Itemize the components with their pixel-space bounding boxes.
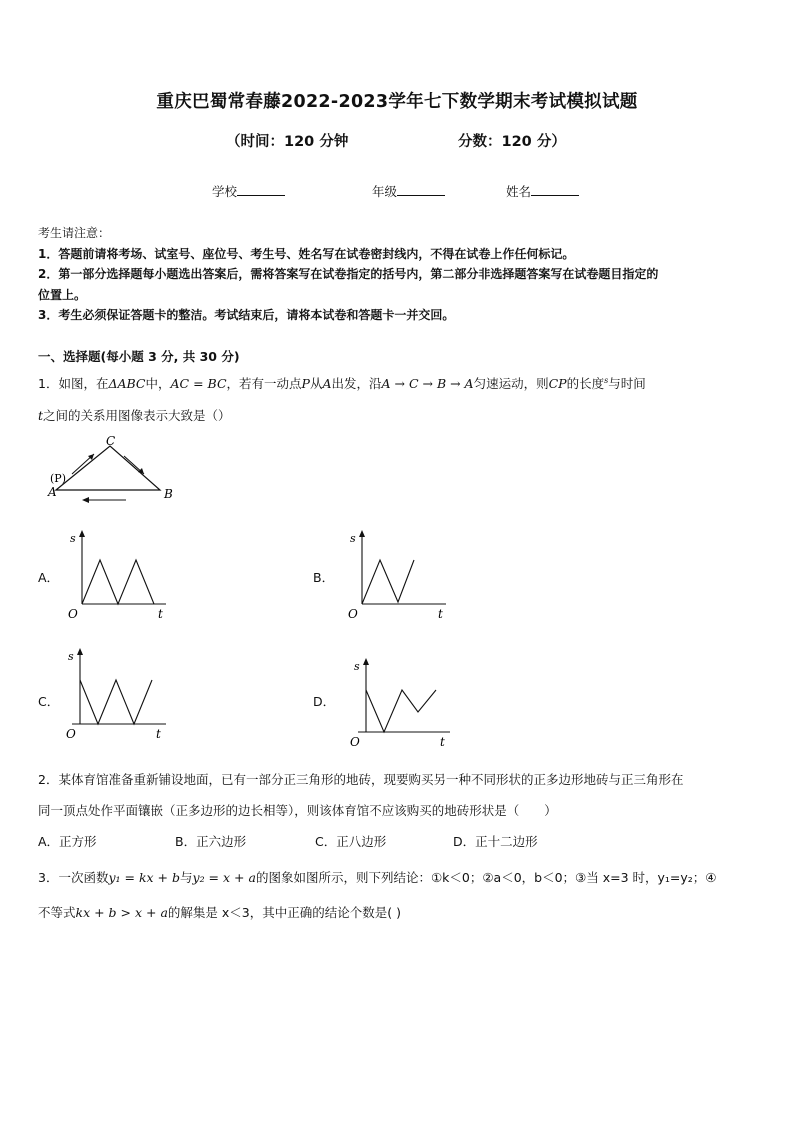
school-label: 学校 (212, 184, 238, 199)
origin-label: O (348, 607, 358, 620)
origin-label: O (68, 607, 78, 620)
origin-label: O (350, 735, 360, 748)
s-axis-label: s (68, 650, 74, 663)
q1-text: 从 (309, 376, 323, 391)
q1-text: 与时间 (608, 376, 646, 391)
t-axis-label: t (156, 727, 161, 740)
option-a-graph[interactable] (64, 528, 184, 620)
q1-text: 的长度 (566, 376, 605, 391)
q3-math: kx + b > x + a (75, 905, 168, 920)
q1-math: CP (548, 376, 567, 391)
question-3-line-2 (38, 903, 401, 921)
exam-time: （时间：120 分钟 (226, 134, 349, 150)
name-field (506, 182, 579, 200)
triangle-abc (56, 446, 160, 490)
q1-text: 之间的关系用图像表示大致是（） (43, 408, 231, 423)
vertex-b-label: B (164, 487, 173, 501)
q3-text: 的图象如图所示，则下列结论：①k＜0；②a＜0，b＜0；③当 x=3 时，y₁=y₂；④ (255, 870, 717, 885)
y-axis-arrow (363, 658, 369, 665)
exam-score: 分数：120 分） (458, 134, 566, 150)
graph-curve (366, 690, 436, 732)
s-axis-label: s (354, 660, 360, 673)
note-item: 1．答题前请将考场、试室号、座位号、考生号、姓名写在试卷密封线内，不得在试卷上作任何标记。 (38, 246, 575, 261)
s-axis-label: s (70, 532, 76, 545)
school-blank[interactable] (237, 182, 285, 196)
graph-curve (82, 560, 154, 604)
page-title: 重庆巴蜀常春藤2022-2023学年七下数学期末考试模拟试题 (156, 92, 638, 112)
question-2-line-2: 同一顶点处作平面镶嵌（正多边形的边长相等），则该体育馆不应该购买的地砖形状是（ ） (38, 803, 557, 818)
q1-text: 出发，沿 (331, 376, 382, 391)
s-axis-label: s (350, 532, 356, 545)
y-axis-arrow (79, 530, 85, 537)
note-item: 位置上。 (38, 287, 87, 302)
q1-text: 匀速运动，则 (473, 376, 549, 391)
q3-text: 不等式 (38, 905, 76, 920)
t-axis-label: t (438, 607, 443, 620)
y-axis-arrow (77, 648, 83, 655)
option-d-label[interactable]: D． (313, 694, 336, 709)
q3-text: 的解集是 x＜3，其中正确的结论个数是( ) (167, 905, 401, 920)
option-a-label[interactable]: A． (38, 570, 60, 585)
note-item: 3．考生必须保证答题卡的整洁。考试结束后，请将本试卷和答题卡一并交回。 (38, 308, 455, 322)
q1-math: ΔABC (108, 376, 146, 391)
option-b-label[interactable]: B． (313, 570, 335, 585)
question-1-line-2 (38, 406, 231, 424)
q3-text: 3．一次函数 (38, 870, 109, 885)
grade-field (372, 182, 445, 200)
arrow-ba-head (82, 497, 89, 503)
notes-heading: 考生请注意： (38, 226, 111, 240)
option-b-graph[interactable] (342, 528, 462, 620)
q3-math: y₁ = kx + b (108, 870, 180, 885)
vertex-a-label: A (48, 485, 57, 499)
graph-curve (362, 560, 414, 604)
note-item: 2．第一部分选择题每小题选出答案后，需将答案写在试卷指定的括号内，第二部分非选择题答案写在试卷题目指定的 (38, 267, 659, 281)
q2-option-c[interactable]: C．正八边形 (315, 834, 387, 849)
t-axis-label: t (158, 607, 163, 620)
q1-math: t (38, 408, 44, 423)
graph-curve (80, 680, 152, 724)
grade-blank[interactable] (397, 182, 445, 196)
q1-text: ，若有一动点 (226, 376, 302, 391)
q1-text: 中， (145, 376, 171, 391)
section-heading: 一、选择题(每小题 3 分, 共 30 分) (38, 349, 240, 364)
name-label: 姓名 (506, 184, 532, 199)
triangle-figure (44, 434, 184, 506)
t-axis-label: t (440, 735, 445, 748)
q3-text: 与 (180, 870, 193, 885)
q2-option-d[interactable]: D．正十二边形 (453, 834, 538, 849)
notes-block (38, 223, 658, 326)
q2-option-b[interactable]: B．正六边形 (175, 834, 247, 849)
y-axis-arrow (359, 530, 365, 537)
option-d-graph[interactable] (344, 656, 464, 748)
q1-math: A (322, 376, 332, 391)
q1-math: AC = BC (170, 376, 227, 391)
q1-text: 1．如图，在 (38, 376, 109, 391)
school-field (212, 182, 285, 200)
q1-math: A → C → B → A (381, 376, 474, 391)
point-p-label: (P) (50, 472, 66, 485)
question-1-line-1 (38, 374, 646, 392)
name-blank[interactable] (531, 182, 579, 196)
q1-math: s (604, 375, 609, 385)
question-3-line-1 (38, 868, 717, 886)
q3-math: y₂ = x + a (192, 870, 256, 885)
origin-label: O (66, 727, 76, 740)
option-c-graph[interactable] (62, 646, 182, 740)
q2-option-a[interactable]: A．正方形 (38, 834, 97, 849)
q1-math: P (301, 376, 310, 391)
grade-label: 年级 (372, 184, 398, 199)
option-c-label[interactable]: C． (38, 694, 60, 709)
question-2-line-1: 2．某体育馆准备重新铺设地面，已有一部分正三角形的地砖，现要购买另一种不同形状的正多边形地砖与正三角形在 (38, 772, 684, 787)
vertex-c-label: C (106, 434, 116, 448)
